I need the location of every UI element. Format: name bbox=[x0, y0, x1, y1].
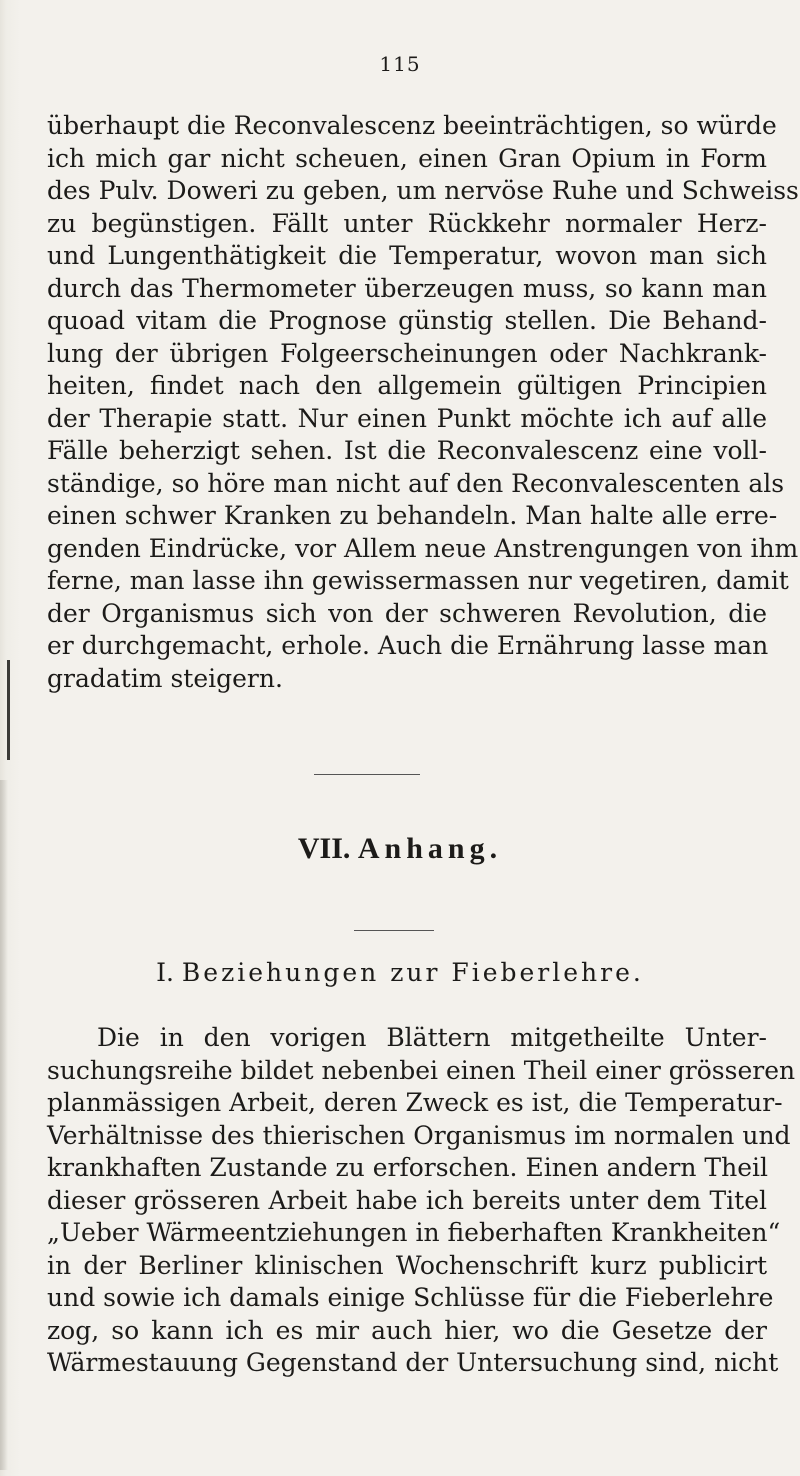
paragraph-line: zu begünstigen. Fällt unter Rückkehr normaler Herz- bbox=[47, 208, 767, 238]
paragraph-line: „Ueber Wärmeentziehungen in fieberhaften Krankheiten“ bbox=[47, 1218, 781, 1247]
paragraph-line: Fälle beherzigt sehen. Ist die Reconvalescenz eine voll- bbox=[47, 436, 767, 465]
paragraph-line: Verhältnisse des thierischen Organismus im normalen und bbox=[47, 1120, 791, 1150]
paragraph-line: ich mich gar nicht scheuen, einen Gran Opium in Form bbox=[47, 143, 767, 173]
paragraph-line: einen schwer Kranken zu behandeln. Man halte alle erre- bbox=[47, 501, 778, 530]
paragraph-line: Wärmestauung Gegenstand der Untersuchung sind, nicht bbox=[47, 1348, 779, 1377]
section-number: VII. bbox=[297, 832, 351, 865]
section-divider bbox=[314, 774, 420, 775]
gutter-shadow bbox=[0, 780, 8, 1470]
paragraph-line: krankhaften Zustande zu erforschen. Einen andern Theil bbox=[47, 1153, 768, 1182]
subsection-number: I. bbox=[156, 958, 174, 987]
paragraph-line: gradatim steigern. bbox=[47, 663, 283, 693]
paragraph-line: des Pulv. Doweri zu geben, um nervöse Ruhe und Schweiss bbox=[47, 176, 799, 205]
paragraph-line: überhaupt die Reconvalescenz beeinträchtigen, so würde bbox=[47, 111, 777, 140]
subsection-heading bbox=[0, 958, 800, 987]
page-number: 115 bbox=[379, 52, 421, 76]
paragraph-line: heiten, findet nach den allgemein gültigen Principien bbox=[47, 371, 767, 400]
paragraph-line: planmässigen Arbeit, deren Zweck es ist, die Temperatur- bbox=[47, 1088, 783, 1117]
paragraph-line: er durchgemacht, erhole. Auch die Ernährung lasse man bbox=[47, 631, 769, 660]
subsection-divider bbox=[354, 930, 434, 931]
gutter-line bbox=[7, 660, 10, 760]
paragraph-line: ständige, so höre man nicht auf den Reconvalescenten als bbox=[47, 468, 785, 498]
paragraph-line: lung der übrigen Folgeerscheinungen oder Nachkrank- bbox=[47, 338, 767, 368]
bottom-paragraph bbox=[47, 1022, 796, 1380]
section-title: Anhang. bbox=[357, 832, 503, 865]
paragraph-line: der Organismus sich von der schweren Revolution, die bbox=[47, 598, 767, 628]
paragraph-line: zog, so kann ich es mir auch hier, wo die Gesetze der bbox=[47, 1315, 767, 1345]
paragraph-line: Die in den vorigen Blättern mitgetheilte Unter- bbox=[97, 1023, 767, 1052]
paragraph-line: und sowie ich damals einige Schlüsse für die Fieberlehre bbox=[47, 1283, 774, 1312]
paragraph-line: durch das Thermometer überzeugen muss, so kann man bbox=[47, 273, 767, 303]
section-heading bbox=[0, 832, 800, 866]
top-paragraph bbox=[47, 110, 799, 695]
paragraph-line: dieser grösseren Arbeit habe ich bereits unter dem Titel bbox=[47, 1185, 767, 1215]
paragraph-line: quoad vitam die Prognose günstig stellen. Die Behand- bbox=[47, 306, 767, 335]
paragraph-line: ferne, man lasse ihn gewissermassen nur vegetiren, damit bbox=[47, 566, 789, 595]
paragraph-line: genden Eindrücke, vor Allem neue Anstrengungen von ihm bbox=[47, 533, 799, 563]
paragraph-line: suchungsreihe bildet nebenbei einen Theil einer grösseren bbox=[47, 1055, 796, 1085]
paragraph-line: in der Berliner klinischen Wochenschrift kurz publicirt bbox=[47, 1250, 767, 1280]
paragraph-line: und Lungenthätigkeit die Temperatur, wovon man sich bbox=[47, 241, 767, 270]
paragraph-line: der Therapie statt. Nur einen Punkt möchte ich auf alle bbox=[47, 403, 767, 433]
subsection-title: Beziehungen zur Fieberlehre. bbox=[181, 958, 644, 987]
